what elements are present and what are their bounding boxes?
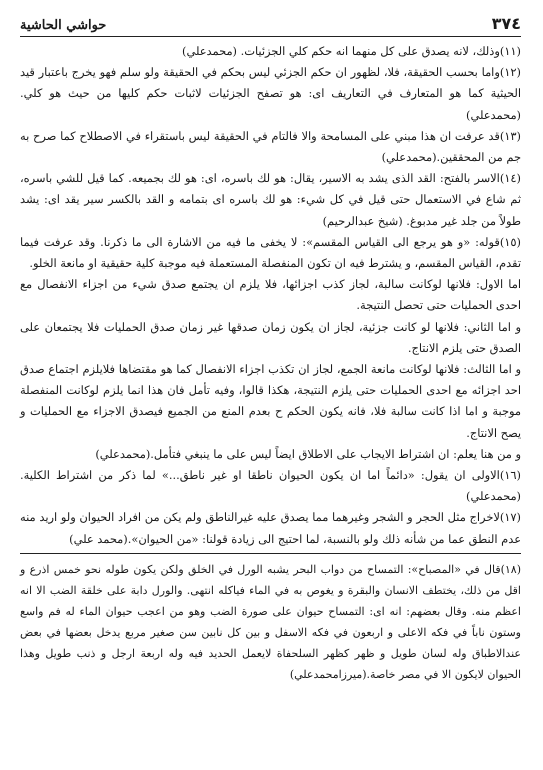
footnotes-secondary (20, 559, 521, 685)
footnote-11: (١١)وذلك، لانه يصدق على كل منهما انه حكم كلي الجزئيات. (محمدعلي) (182, 44, 521, 58)
running-title: حواشي الحاشية (20, 18, 107, 33)
page-header (20, 0, 521, 37)
section-divider (20, 553, 521, 554)
footnote-15-conclusion: و من هنا يعلم: ان اشتراط الايجاب على الاطلاق ايضاً ليس على ما ينبغي فتأمل.(محمدعلي) (95, 446, 521, 461)
footnote-15-third: و اما الثالث: فلانها لوكانت مانعة الجمع، لجاز ان تكذب اجزاء الانفصال كما هو مقتضاها فلايلزم اجتماع صدق احد اجزائه مع احدى الحمليات حتى يلزم النتيجة، هكذا قالوا، وفيه تأمل فان هذا انما يلزم لوكانت المنفصلة موجبة و اما اذا كانت سالبة فلا، فانه يكون الحكم ح بعدم المنع من الجميع فيصدق الاجزاء مع الحمليات و يصح الانتاج. (20, 362, 521, 440)
footnote-15: (١٥)قوله: «و هو يرجع الى القياس المقسم»: لا يخفى ما فيه من الاشارة الى ما ذكرنا. وقد عرفت فيما تقدم، القياس المقسم، و يشترط فيه ان تكون المنفصلة المستعملة فيه موجبة كلية حقيقية او مانعة الخلو. (20, 234, 521, 271)
footnotes-main (20, 41, 521, 550)
page-number: ٣٧٤ (491, 14, 521, 33)
footnote-15-first: اما الاول: فلانها لوكانت سالبة، لجاز كذب اجزائها، فلا يلزم ان يجتمع صدق شيء من اجزاء الانفصال مع احدى الحمليات حتى تحصل النتيجة. (20, 277, 521, 313)
footnote-14: (١٤)الاسر بالفتح: القد الذى يشد به الاسير، يقال: هو لك باسره، اى: هو لك بجميعه. كما قيل للشي باسره، ثم شاع في الاستعمال حتى قيل في كل شيء: هو لك باسره اى بتمامه و القد بالكسر سير يقد اى: يشد طولاً من جلد غير مدبوغ. (شيخ عبدالرحيم) (20, 171, 521, 228)
footnote-17: (١٧)لاخراج مثل الحجر و الشجر وغيرهما مما يصدق عليه غيرالناطق ولم يكن من افراد الحيوان ولو اريد منه عدم النطق عما من شأنه ذلك ولو بالنسبة، لما احتيج الى زيادة قولنا: «من الحيوان».(محمد علي) (20, 510, 521, 546)
footnote-12: (١٢)واما بحسب الحقيقة، فلا، لظهور ان حكم الجزئي ليس بحكم في الحقيقة ولو سلم فهو يخرج باعتبار قيد الحيثية كما هو المتعارف في التعاريف اى: هو تصفح الجزئيات لاثبات حكم كليها من حيث هو كلي.(محمدعلي) (20, 65, 521, 122)
footnote-13: (١٣)قد عرفت ان هذا مبني على المسامحة والا فالتام في الحقيقة ليس باستقراء في الاصطلاح كما صرح به جم من المحققين.(محمدعلي) (20, 128, 521, 165)
footnote-15-second: و اما الثاني: فلانها لو كانت جزئية، لجاز ان يكون زمان صدقها غير زمان صدق الحمليات فلا يجتمعان على الصدق حتى يلزم الانتاج. (20, 319, 521, 355)
footnote-18: (١٨)قال في «المصباح»: التمساح من دواب البحر يشبه الورل في الخلق ولكن يكون طوله نحو خمس اذرع و اقل من ذلك، يختطف الانسان والبقرة و يغوص به في الماء فياكله انتهى. والورل دابة على خلقة الضب الا انه اعظم منه. وقال بعضهم: انه اى: التمساح حيوان على صورة الضب وهو من اعجب حيوان الماء له فم واسع وستون ناباً في فكه الاعلى و اربعون في فكه الاسفل و بين كل نابين سن صغير مربع يدخل بعضها في بعض عندالاطباق وله لسان طويل و ظهر كظهر السلحفاة لايعمل الحديد فيه وله اربعة ارجل و ذنب طويل وهذا الحيوان لايكون الا في مصر خاصة.(ميرزامحمدعلي) (20, 562, 521, 681)
footnote-16: (١٦)الاولى ان يقول: «دائماً اما ان يكون الحيوان ناطقا او غير ناطق...» لما ذكر من اشتراط الكلية. (محمدعلي) (20, 468, 521, 504)
